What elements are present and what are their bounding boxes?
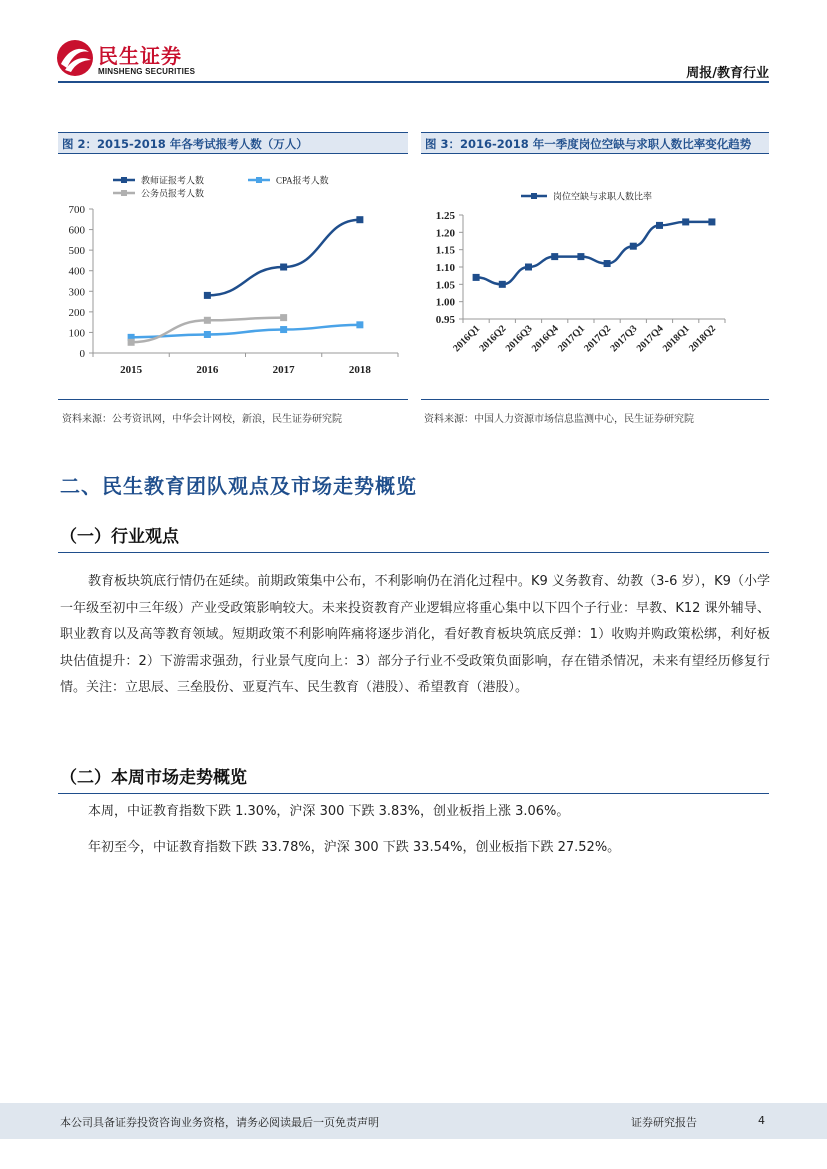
figure3-title: 图 3：2016-2018 年一季度岗位空缺与求职人数比率变化趋势 <box>421 132 769 154</box>
data-point <box>551 253 558 260</box>
y-tick-label: 100 <box>68 327 85 340</box>
x-tick-label: 2018Q1 <box>660 323 692 355</box>
y-tick-label: 0 <box>79 348 85 360</box>
x-tick-label: 2015 <box>120 364 143 376</box>
series-line <box>207 220 360 296</box>
data-point <box>356 216 363 223</box>
page-number: 4 <box>758 1114 765 1127</box>
y-tick-label: 400 <box>68 265 85 278</box>
minsheng-logo-icon <box>55 38 95 78</box>
y-tick-label: 200 <box>68 306 85 319</box>
header-divider <box>58 81 769 83</box>
data-point <box>204 292 211 299</box>
data-point <box>630 243 637 250</box>
figure3-chart <box>421 165 769 395</box>
figure3-source: 资料来源：中国人力资源市场信息监测中心，民生证券研究院 <box>424 414 694 425</box>
brand-name-cn: 民生证券 <box>98 44 182 68</box>
series-line <box>476 222 712 284</box>
figure2-source-divider <box>58 399 408 400</box>
legend-label: CPA报考人数 <box>276 175 329 186</box>
data-point <box>682 218 689 225</box>
y-tick-label: 700 <box>68 204 85 216</box>
data-point <box>708 218 715 225</box>
figure3-source-divider <box>421 399 769 400</box>
x-tick-label: 2017Q3 <box>608 323 640 355</box>
legend-label: 教师证报考人数 <box>141 175 205 186</box>
industry-view-paragraph: 教育板块筑底行情仍在延续。前期政策集中公布，不利影响仍在消化过程中。K9 义务教育、幼教（3-6 岁），K9（小学一年级至初中三年级）产业受政策影响较大。未来投资教育产业逻辑应将重心集中以下四个子行业：早教、K12 课外辅导、职业教育以及高等教育领域。短期政策不利影响阵痛将逐步消化，看好教育板块筑底反弹：1）收购并购政策松绑，利好板块估值提升：2）下游需求强劲，行业景气度向上：3）部分子行业不受政策负面影响，存在错杀情况，未来有望经历修复行情。关注：立思辰、三垒股份、亚夏汽车、民生教育（港股）、希望教育（港股）。 <box>60 574 770 696</box>
x-tick-label: 2016 <box>196 364 219 376</box>
footer-disclaimer: 本公司具备证券投资咨询业务资格，请务必阅读最后一页免责声明 <box>60 1116 379 1129</box>
x-tick-label: 2017Q4 <box>634 323 666 355</box>
data-point <box>280 264 287 271</box>
legend-marker <box>121 177 127 183</box>
x-tick-label: 2017Q2 <box>582 323 614 355</box>
y-tick-label: 600 <box>68 224 85 237</box>
x-tick-label: 2016Q3 <box>503 323 535 355</box>
y-tick-label: 1.10 <box>435 262 455 274</box>
x-tick-label: 2016Q1 <box>451 323 483 355</box>
x-tick-label: 2017Q1 <box>556 323 588 355</box>
data-point <box>656 222 663 229</box>
ytd-market-paragraph: 年初至今，中证教育指数下跌 33.78%，沪深 300 下跌 33.54%，创业板指下跌 27.52%。 <box>88 840 621 855</box>
footer-report-label: 证券研究报告 <box>631 1116 697 1129</box>
y-tick-label: 1.15 <box>435 244 455 257</box>
data-point <box>499 281 506 288</box>
subsection-title-market-overview: （二）本周市场走势概览 <box>60 768 247 788</box>
data-point <box>356 321 363 328</box>
legend-marker <box>531 193 537 199</box>
y-tick-label: 1.00 <box>435 296 455 309</box>
figure2-title: 图 2：2015-2018 年各考试报考人数（万人） <box>58 132 408 154</box>
data-point <box>204 317 211 324</box>
figure2-source: 资料来源：公考资讯网，中华会计网校，新浪，民生证券研究院 <box>62 414 342 425</box>
x-tick-label: 2017 <box>272 364 295 376</box>
data-point <box>280 314 287 321</box>
data-point <box>280 326 287 333</box>
data-point <box>525 264 532 271</box>
y-tick-label: 300 <box>68 286 85 299</box>
x-tick-label: 2018 <box>348 364 371 376</box>
figure2-chart <box>58 165 408 395</box>
section-title: 二、民生教育团队观点及市场走势概览 <box>60 474 417 498</box>
series-line <box>131 325 360 338</box>
data-point <box>577 253 584 260</box>
data-point <box>473 274 480 281</box>
data-point <box>128 339 135 346</box>
y-tick-label: 1.05 <box>435 279 455 292</box>
legend-marker <box>121 190 127 196</box>
x-tick-label: 2018Q2 <box>687 323 719 355</box>
y-tick-label: 0.95 <box>435 314 455 326</box>
subsection-title-industry-view: （一）行业观点 <box>60 527 179 547</box>
x-tick-label: 2016Q4 <box>529 323 561 355</box>
data-point <box>604 260 611 267</box>
brand-name-en: MINSHENG SECURITIES <box>98 67 196 76</box>
legend-label: 岗位空缺与求职人数比率 <box>553 191 653 202</box>
report-type: 周报/教育行业 <box>686 66 769 81</box>
subsection-divider <box>58 552 769 553</box>
subsection-divider <box>58 793 769 794</box>
legend-marker <box>256 177 262 183</box>
y-tick-label: 1.20 <box>435 227 455 240</box>
y-tick-label: 1.25 <box>435 210 455 222</box>
legend-label: 公务员报考人数 <box>141 188 205 199</box>
y-tick-label: 500 <box>68 245 85 258</box>
x-tick-label: 2016Q2 <box>477 323 509 355</box>
weekly-market-paragraph: 本周，中证教育指数下跌 1.30%，沪深 300 下跌 3.83%，创业板指上涨 3.06%。 <box>88 804 570 819</box>
data-point <box>204 331 211 338</box>
